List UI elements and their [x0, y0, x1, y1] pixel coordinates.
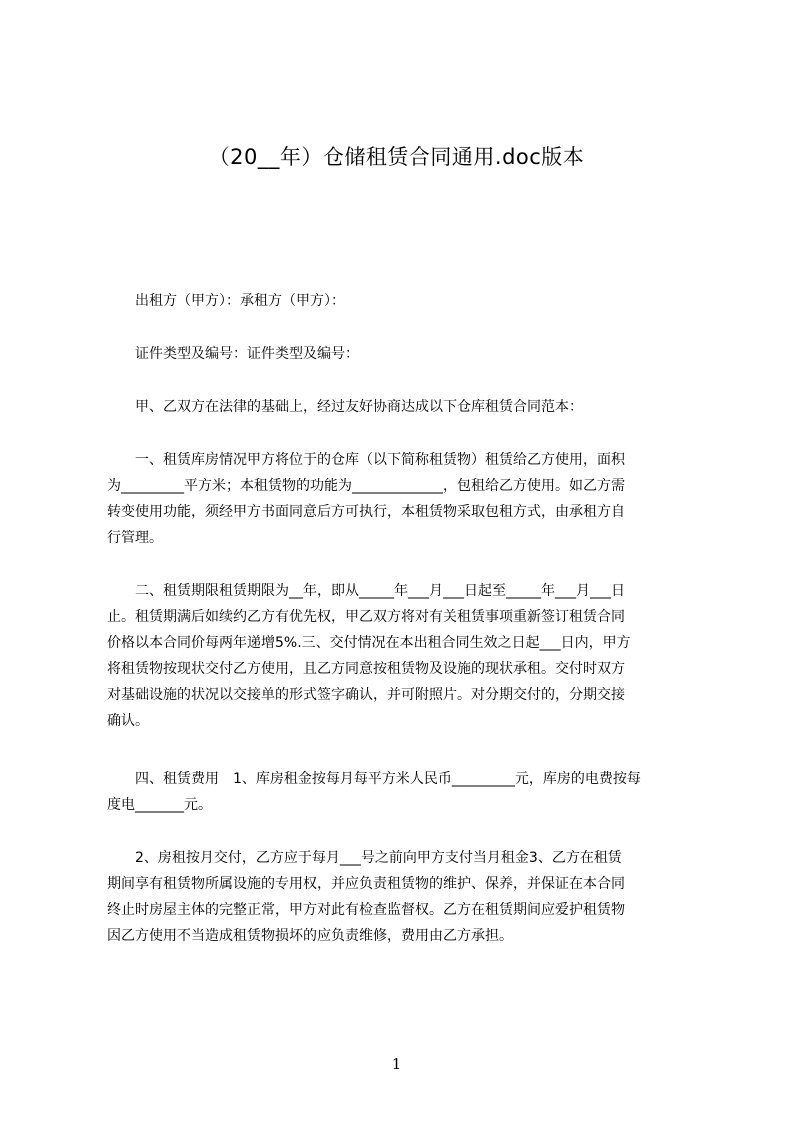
text-line: 确认。	[107, 713, 149, 729]
text-line: 四、租赁费用 1、库房租金按每月每平方米人民币_________元，库房的电费按每	[107, 771, 641, 787]
text-line: 二、租赁期限租赁期限为__年，即从_____年___月___日起至_____年___月___日	[107, 583, 625, 599]
text-line: 止。租赁期满后如续约乙方有优先权，甲乙双方将对有关租赁事项重新签订租赁合同	[107, 609, 625, 625]
paragraph-preamble	[107, 394, 699, 420]
text-line: 将租赁物按现状交付乙方使用，且乙方同意按租赁物及设施的现状承租。交付时双方	[107, 661, 625, 677]
page-number: 1	[391, 1055, 402, 1073]
text-line: 期间享有租赁物所属设施的专用权，并应负责租赁物的维护、保养，并保证在本合同	[107, 876, 625, 892]
text-line: 价格以本合同价每两年递增5%.三、交付情况在本出租合同生效之日起___日内，甲方	[107, 635, 631, 651]
paragraph-section-4-2	[107, 845, 699, 949]
text-line: 对基础设施的状况以交接单的形式签字确认，并可附照片。对分期交付的，分期交接	[107, 687, 625, 703]
text-line: 度电_______元。	[107, 797, 212, 813]
paragraph-id-type	[107, 341, 699, 367]
document-title: （20__年）仓储租赁合同通用.doc版本	[208, 145, 585, 169]
text-line: 一、租赁库房情况甲方将位于的仓库（以下简称租赁物）租赁给乙方使用，面积	[107, 452, 625, 468]
text-line: 证件类型及编号：证件类型及编号：	[107, 346, 359, 362]
paragraph-section-4	[107, 766, 699, 818]
text-line: 因乙方使用不当造成租赁物损坏的应负责维修，费用由乙方承担。	[107, 928, 513, 944]
text-line: 行管理。	[107, 530, 163, 546]
text-line: 终止时房屋主体的完整正常，甲方对此有检查监督权。乙方在租赁期间应爱护租赁物	[107, 902, 625, 918]
paragraph-section-1	[107, 447, 699, 551]
text-line: 甲、乙双方在法律的基础上，经过友好协商达成以下仓库租赁合同范本：	[107, 399, 583, 415]
paragraph-lessor	[107, 288, 699, 314]
text-line: 为_________平方米；本租赁物的功能为_____________，包租给乙方使用。如乙方需	[107, 478, 625, 494]
text-line: 出租方（甲方）：承租方（甲方）：	[107, 293, 345, 309]
text-line: 转变使用功能，须经甲方书面同意后方可执行，本租赁物采取包租方式，由承租方自	[107, 504, 625, 520]
paragraph-section-2	[107, 578, 699, 734]
text-line: 2、房租按月交付，乙方应于每月___号之前向甲方支付当月租金3、乙方在租赁	[107, 850, 622, 866]
